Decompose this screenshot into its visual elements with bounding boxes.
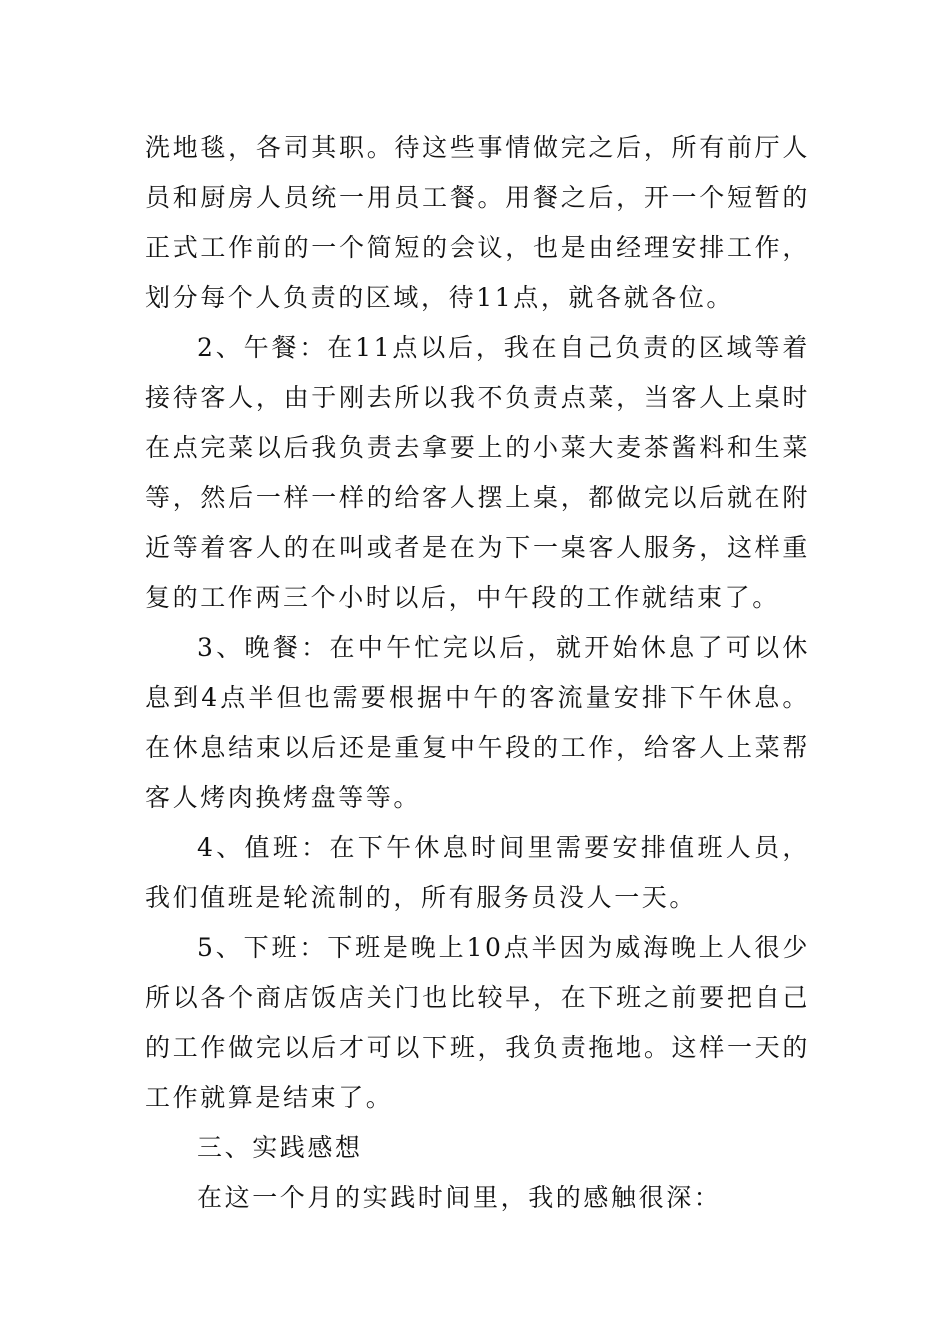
paragraph-duty: 4、值班：在下午休息时间里需要安排值班人员，我们值班是轮流制的，所有服务员没人一天。 [145, 833, 810, 912]
paragraph-continuation: 洗地毯，各司其职。待这些事情做完之后，所有前厅人员和厨房人员统一用员工餐。用餐之后，开一个短暂的正式工作前的一个简短的会议，也是由经理安排工作，划分每个人负责的区域，待11点，就各就各位。 [145, 133, 810, 312]
paragraph-lunch: 2、午餐：在11点以后，我在自己负责的区域等着接待客人，由于刚去所以我不负责点菜，当客人上桌时在点完菜以后我负责去拿要上的小菜大麦茶酱料和生菜等，然后一样一样的给客人摆上桌，都做完以后就在附近等着客人的在叫或者是在为下一桌客人服务，这样重复的工作两三个小时以后，中午段的工作就结束了。 [145, 333, 810, 612]
document-body [145, 123, 810, 1223]
section-heading-reflections: 三、实践感想 [197, 1133, 363, 1162]
paragraph-reflections-intro: 在这一个月的实践时间里，我的感触很深： [197, 1183, 722, 1212]
paragraph-off-work: 5、下班：下班是晚上10点半因为威海晚上人很少所以各个商店饭店关门也比较早，在下班之前要把自己的工作做完以后才可以下班，我负责拖地。这样一天的工作就算是结束了。 [145, 933, 810, 1112]
paragraph-dinner: 3、晚餐：在中午忙完以后，就开始休息了可以休息到4点半但也需要根据中午的客流量安排下午休息。在休息结束以后还是重复中午段的工作，给客人上菜帮客人烤肉换烤盘等等。 [145, 633, 810, 812]
